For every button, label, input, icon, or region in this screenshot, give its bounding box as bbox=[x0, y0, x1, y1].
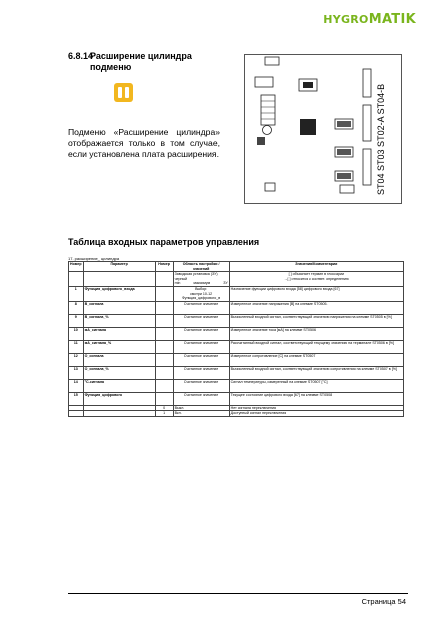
footer-divider bbox=[68, 593, 408, 594]
row-param: Функция_цифрового_входа bbox=[83, 286, 155, 301]
header-param: Параметр bbox=[83, 262, 155, 272]
section-number: 6.8.14 bbox=[68, 51, 94, 61]
row-num: 13 bbox=[69, 366, 84, 379]
row-range: Считанное значение bbox=[173, 353, 229, 366]
row-num: 9 bbox=[69, 314, 84, 327]
row-num: 1 bbox=[69, 286, 84, 301]
row-comment: Измеренное значение тока [мА] на клемме ST0506 bbox=[229, 327, 403, 340]
row-num: 11 bbox=[69, 340, 84, 353]
row-number bbox=[155, 340, 173, 353]
row-number bbox=[155, 353, 173, 366]
header-range: Область настройки / значений bbox=[173, 262, 229, 272]
description-paragraph: Подменю «Расширение цилиндра» отображается только в том случае, если установлена плата расширения. bbox=[68, 127, 220, 159]
table-row bbox=[69, 314, 404, 327]
row-number bbox=[155, 301, 173, 314]
row-param: мА_сигнала bbox=[83, 327, 155, 340]
connector-label-st04: ST04 bbox=[376, 173, 386, 195]
connector-labels bbox=[376, 84, 386, 195]
table-row bbox=[69, 327, 404, 340]
row-number bbox=[155, 379, 173, 392]
row-param: Функция_цифрового bbox=[83, 392, 155, 405]
table-row bbox=[69, 411, 404, 417]
parameter-table bbox=[68, 261, 404, 417]
row-num: 15 bbox=[69, 392, 84, 405]
row-number bbox=[155, 327, 173, 340]
row-param: мА_сигнала_% bbox=[83, 340, 155, 353]
row-comment: Текущее состояние цифрового входа [67] на клемме ST0508 bbox=[229, 392, 403, 405]
row-param: О_сигнала_% bbox=[83, 366, 155, 379]
row-num: 12 bbox=[69, 353, 84, 366]
row-comment: Вычисленный входной сигнал, соответствующий значению сопротивления на клемме ST0507 в [%] bbox=[229, 366, 403, 379]
connector-label-st03: ST03 bbox=[376, 149, 386, 171]
table-caption: 17. расширение_ цилиндра bbox=[68, 256, 120, 261]
table-row bbox=[69, 340, 404, 353]
row-comment: Сигнал температуры, измеренный на клемме ST0507 [°C] bbox=[229, 379, 403, 392]
row-range: Считанное значение bbox=[173, 366, 229, 379]
state-code: 0 bbox=[155, 405, 173, 411]
table-row bbox=[69, 379, 404, 392]
header-min: min bbox=[174, 281, 181, 286]
table-row bbox=[69, 301, 404, 314]
header-max: максимум bbox=[193, 281, 211, 286]
state-label: Вкл. bbox=[173, 411, 229, 417]
row-num: 10 bbox=[69, 327, 84, 340]
row-range: Считанное значение bbox=[173, 379, 229, 392]
header-num: Номер bbox=[69, 262, 84, 272]
table-title: Таблица входных параметров управления bbox=[68, 237, 260, 247]
section-title-line2: подменю bbox=[90, 62, 132, 72]
row-range: Выбор: смотри 10-12 Функция_цифрового_в bbox=[173, 286, 229, 301]
expansion-board-diagram bbox=[244, 54, 402, 204]
row-comment: Измеренное сопротивление [С] на клемме ST0507 bbox=[229, 353, 403, 366]
row-param: В_сигнала bbox=[83, 301, 155, 314]
connector-label-st02a: ST02-A bbox=[376, 116, 386, 147]
row-number bbox=[155, 314, 173, 327]
state-comment: Нет сигнала переключения bbox=[229, 405, 403, 411]
row-range: Считанное значение bbox=[173, 392, 229, 405]
row-range: Считанное значение bbox=[173, 340, 229, 353]
connector-label-st04b: ST04-B bbox=[376, 83, 386, 115]
row-param: В_сигнала_% bbox=[83, 314, 155, 327]
table-row bbox=[69, 366, 404, 379]
page-number: Страница 54 bbox=[361, 597, 406, 606]
row-comment: Вычисленный входной сигнал, соответствующий значению напряжения на клемме ST0505 в [%] bbox=[229, 314, 403, 327]
row-param: °C-сигнала bbox=[83, 379, 155, 392]
table-row bbox=[69, 392, 404, 405]
state-code: 1 bbox=[155, 411, 173, 417]
section-title-line1: Расширение цилиндра bbox=[90, 51, 192, 61]
header-number: Номер bbox=[155, 262, 173, 272]
header-notes: [ ] объясняет термин в глоссарии →[ ] относится к соответ. определению bbox=[229, 272, 403, 287]
header-zu: ЗУ bbox=[223, 281, 228, 286]
cylinder-expansion-icon bbox=[114, 83, 133, 102]
row-number bbox=[155, 366, 173, 379]
table-row bbox=[69, 353, 404, 366]
row-range: Считанное значение bbox=[173, 327, 229, 340]
state-comment: Доступный сигнал переключения bbox=[229, 411, 403, 417]
row-number bbox=[155, 286, 173, 301]
row-num: 14 bbox=[69, 379, 84, 392]
row-range: Считанное значение bbox=[173, 301, 229, 314]
row-comment: Назначение функции цифрового входа [58] цифрового входа [67] bbox=[229, 286, 403, 301]
row-comment: Измеренное значение напряжения [В] на клемме ST0505. bbox=[229, 301, 403, 314]
header-comments: Значения/Комментарии bbox=[229, 262, 403, 272]
state-label: Выкл. bbox=[173, 405, 229, 411]
table-row bbox=[69, 286, 404, 301]
section-title bbox=[68, 51, 238, 73]
row-range: Считанное значение bbox=[173, 314, 229, 327]
row-param: О_сигнала bbox=[83, 353, 155, 366]
row-comment: Рассчитанный входной сигнал, соответствующий текущему значению на терминале ST0506 в [%] bbox=[229, 340, 403, 353]
row-number bbox=[155, 392, 173, 405]
header-factory: Заводская установка (ЗУ) черный min максимум ЗУ bbox=[174, 272, 228, 286]
row-num: 8 bbox=[69, 301, 84, 314]
hygromatik-logo: HYGROMATIK bbox=[323, 12, 416, 27]
